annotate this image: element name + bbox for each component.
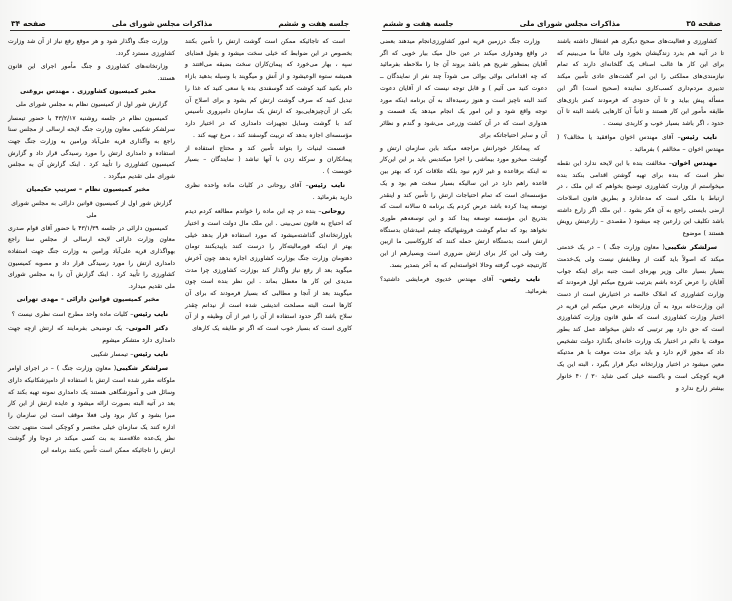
running-header-page-35	[380, 14, 724, 30]
speech-block	[185, 179, 352, 203]
paragraph: کشاورزی و فعالیت‌های صحیح دیگری هم اشتغال داشته باشند تا در آتیه هم بدرد زندگیشان بخورد ولی غالباً ما می‌بینیم که برای این کار ها غالب اصناف یک گلخانه‌ای دارند که تمام نیازمندی‌های مملکتی را این امر گشت‌های عادی تأمین میکند تدبیری مردم‌داری کسب‌کاری نماینده (صحیح است) اگر این مسأله پیش بیاید و تا آن حدودی که فرمودند کمتر بازی‌های طایفه مأمور این کار هستند و ثانیاً آن کارهایی باشند البته تا آن حدود ، اگر باشد بسیار خوب و کاربدی نیست .	[557, 38, 724, 127]
speech-text: – آقای مهندس اخوان موافقید یا مخالف؟ ( مهندس اخوان – مخالفم ) بفرمائید .	[557, 134, 724, 153]
col-l1-body	[557, 36, 724, 394]
speech-block	[380, 273, 547, 297]
report-heading: گزارش شور اول از کمیسیون نظام به مجلس شورای ملی	[15, 101, 168, 109]
column-left-outer	[557, 36, 724, 584]
speech-text: ( معاون وزارت جنگ ) – در یک خدمتی میکند که اصولاً باید گفت از وظایفش نیست ولی یک‌خدمت بسیار بسیار عالی وزیر بهره‌ای است جنبه برای اینکه جواب آقایان را عرض کرده باشم بترتیب شروع میکنم اول فرمودند که وزارت کشاورزی که املاک خالصه در اختیارش است از دست این وزارت‌خانه برود به آن وزارتخانه عرض میکنم این قریه در اختیار وزارت کشاورزی است که طبق قانون وزارت کشاورزی است که حق دارد بهر ترتیبی که دلش میخواهد عمل کند بطور موقت یا دائم در اختیار یک وزارت خانه‌ای بگذارد دولت تشخیص داد که مجوز لازم دارد و باید برای مدت موقت با هر مدتیکه معین میشود در اختیار وزارتخانه دیگر قرار بگیرد ، البته این یک قریه کوچکی است و باکسنه خیلی کمی شاید ۳۰ / ۴۰ خانوار بیشتر زارع ندارد و	[557, 244, 724, 392]
committee-reporter-heading: مخبر کمیسیون قوانین دارائی - مهدی تهرانی	[16, 296, 160, 304]
page-35	[366, 0, 732, 601]
session-label: جلسه هفت و ششم	[278, 19, 349, 28]
publication-title: مذاکرات مجلس شورای ملی	[519, 19, 621, 28]
speaker-label: نایب رئیس	[502, 274, 540, 283]
header-rule	[382, 30, 722, 31]
speech-block	[8, 348, 175, 361]
speaker-label: نایب رئیس	[308, 181, 345, 190]
speech-text: – مخالفت بنده با این لایحه ندارد این نقطه نظر است که بنده برای تهیه گوشتن اقدامی بنکند بنده میخواستم از وزارت کشاورزی توضیح بخواهم که این ملک ، در ارتباط با ملکی است که مدعادارد و بطریق قانون اصلاحات ارضی بایستی راجع به آن فکر بشود . این ملک اگر زارع داشته باشد تکلیف این زارعین چه میشود ( مقصدی – زارعینش رویش هستند ) موضوع	[557, 159, 724, 238]
committee-reporter-heading: مخبر کمیسیون کشاورزی . مهندس بروغنی	[20, 87, 156, 95]
speaker-label: دکتر الموتی	[128, 324, 168, 333]
column-left-inner	[380, 36, 547, 584]
speech-block	[8, 362, 175, 457]
report-heading: گزارش شور اول از کمیسیون قوانین دارائی به مجلس شورای ملی	[11, 199, 172, 219]
paragraph: وزارت جنگ درزمین قریه امور کشاورزی‌انجام میدهند بعضی در واقع وهدواری میکند در عین حال میک بیار خوبی که اگر آقایان بمنظور تفریح هم باشد بروند آن جا را ملاحظه بفرمائید که چه اقداماتی بوائی بوائی می شودآ چند نفر از نمایندگان ــ دعوت کنید می آئیم ) و قابل توجه نیست که از آقایان دعوت کنند البته ناچیز است و هنوز رسیده‌الد به آن برنامه اینکه مورد توجه واقع شود و این امور یک انجام میدهد یک قسمت و هدواری است که در آن کشت وزرعی می‌شود و گندم و نظائر آن و سایر احتیاجاتکه برای	[380, 38, 547, 139]
speaker-label: مهندس اخوان	[671, 158, 718, 167]
paragraph: وزارت جنگ واگذار شود و هر موقع رفع نیاز از آن شد وزارت کشاورزی مسترد گردد.	[8, 38, 175, 57]
committee-reporter-heading: مخبر کمیسیون نظام – سرتیپ حکیمیان	[26, 186, 150, 194]
paragraph: کمیسیون نظام در جلسه روشنبه ۴۳/۲/۱۷ با حضور تیمسار سرلشکر شکیبی معاون وزارت جنگ لایحه ارسالی از مجلس سنا راجع به واگذاری قریه علی‌آباد ورامین به وزارت جنگ جهت استفاده و دامداری ارتش را مورد رسیدگی قرار داد و گزارش کمیسیون کشاورزی را تأیید کرد . اینک گزارش آن به مجلس شورای ملی تقدیم میگردد .	[8, 114, 175, 181]
paragraph: است که تاجائیکه ممکن است گوشت ارتش را تأمین بکنند بخصوص در این ضوابط که خیلی سخت میشود و بقول قضایای سپه ، بهار می‌خورد که پیمان‌کاران سخت بضیقه می‌افتند و همیشه ستوه الوعیشود و از آنش و میگویند با وسیله بدهید بازاء دام بکنید کنید کوشت کند گوسفندی بده یا سعی کنید که غذا را تبدیل کنید که صرف گوشت ارتش کم بشود و برای اصلاح آن بکی از آن‌چیزهایی‌بود که ارتش یک سازمان دامپروری تأسیس کند با گوشت وسایل تجهیزات دامداری که در اختیار دارد مؤسسه‌ای اجازه بدهد که تربیت گوسفند کند ، مرغ تهیه کند .	[185, 38, 352, 139]
speaker-label: نایب رئیس	[680, 133, 717, 142]
speech-block	[557, 157, 724, 240]
speaker-label: سرلشکر شکیبی	[116, 364, 168, 373]
session-label: جلسه هفت و ششم	[383, 19, 454, 28]
column-right-inner	[185, 36, 352, 584]
page-number-label: صفحه ۳۴	[11, 19, 46, 28]
speech-text: – آقای روحانی در کلیات ماده واحده نظری دارید بفرمائید .	[185, 182, 352, 202]
col-r1-body	[8, 36, 175, 457]
header-rule	[10, 30, 350, 31]
speaker-label: نایب رئیس	[133, 309, 168, 318]
speech-text: – کلیات ماده واحد مطرح است نظری نیست ؟	[11, 310, 134, 318]
paragraph: کمیسیون دارائی در جلسه ۴۳/۱/۳۹ با حضور آقای قوام صدری معاون وزارت دارائی لایحه ارسالی از مجلس سنا راجع بهواگذاری قریه علی‌آباد ورامین به وزارت جنگ جهت استفاده دامداری ارتش را مورد رسیدگی قرار داد و مصوبه کمیسیون کشاورزی را تأیید کرد . اینک گزارش آن را به مجلس شورای ملی تقدیم میدارد.	[8, 224, 175, 291]
speech-text: – یک توضیحی بفرمایند که ارتش ازچه جهت دامداری دارد متشکر میشوم	[8, 325, 175, 344]
speaker-label: روحانی	[321, 207, 345, 216]
column-right-outer	[8, 36, 175, 584]
speech-block	[8, 308, 175, 321]
speech-text: ( معاون وزارت جنگ ) – در اجرای اوامر ملوکانه مقرر شده است ارتش با استفاده از دامپزشکانیکه دارای وسائل فنی و آموزشگاهی هستند یک دامداری نمونه تهیه بکند که بعد در آتیه البته بصورت ارائه میشود و عایده ارتش از این کار مبرا بشود و کنار برود ولی فعلا موقف است این سازمان را اداره کنند یک سازمان خیلی مختصر و کوچکی است منتهی تحت نظر یک‌عده علاقه‌مند به ‌بت کسی میکند در دوجا واز گوشت ارتش را تاجائیکه ممکن است تأمین بکنند برنامه این	[8, 365, 175, 454]
paragraph: وزارتخانه‌های کشاورزی و جنگ مأمور اجرای این قانون هستند.	[8, 62, 175, 82]
running-header-page-34	[8, 14, 352, 30]
page-number-label: صفحه ۳۵	[686, 19, 721, 28]
speech-text: – تیمسار شکیبی	[90, 350, 134, 358]
text-columns-page-34	[8, 36, 352, 584]
speech-block	[557, 241, 724, 394]
speech-block	[557, 131, 724, 155]
col-l2-body	[380, 36, 547, 297]
text-columns-page-35	[380, 36, 724, 584]
speech-text: – آقای مهندس خدیوی فرمایشی داشتید؟ بفرمائید.	[380, 275, 547, 295]
publication-title: مذاکرات مجلس شورای ملی	[111, 19, 213, 28]
paragraph: قسمت لبنیات را بتواند تأمین کند و محتاج استفاده از پیمانکاران و سرکله زدن با آنها نباشد ( نمایندگان – بسیار خوبست ) .	[185, 144, 352, 176]
speaker-label: سرلشکر شکیبی	[664, 243, 717, 252]
paragraph: که پیمانکار خودرانش مراجعه میکند باین سازمان ارتش و گوشت مبخرو مورد بیماشی را اجرا میکندبس باید بر این این‌کار نه اینکه برقاعده و غیر لازم نبود بلکه علاقات کرد که بهتر بین قاعده راهم دارد در این سالیکه بسیار سخت هم بود و یک مؤسسه‌ای‌ است که تمام احتیاجات ارتش را تأمین کند و اینقدر توسعه پیدا کرده باشد عرض کردم یک برنامه ۵ سالانه است که بتدریج این مؤسسه توسعه پیدا کند و این توسعه‌هم طوری نخواهد بود که تمام گوشت فروشهائیکه چشم امیدشان بدستگاه ارتش است بدستگاه ارتش حمله کنند که کاروکاسبی ما ازبین رفت ولی این کار برای ارتش ضروری است وبسیارهم از این کارنتیجه خوب گرفته وحالا اخواسته‌ایم که به آخر بتمدیر بسد.	[380, 144, 547, 269]
speaker-label: نایب رئیس	[133, 349, 168, 358]
speech-block	[8, 322, 175, 346]
speech-text: – بنده در چه این ماده را خواندم مطالعه کردم دیدم که احتیاج به قانون نمی‌بینی . این ملک مال دولت است و اختیار باوزارتخانه‌ای گذاشته‌میشود که مورد استفاده قرار بدهد خیلی بهتر از اینکه قورمالیته‌کار را درست کنند باپیدیکنند تومان دهتومان وزارت جنگ بوزارت کشاورزی اجاره بدهد چون آخرش میگوید بعد از رفع نیاز واگذار کند بوزارت کشاورزی چرا مدت مدیدی این کار ها معطل بماند . این نظر بنده است چون میگویند بعد از آنجا و مطالبی که بسیار فرمودند که برای آن کارها است البته مصلحت اندیشی شده است از نیدانم چقدر سلاح باشد اگر حدود استفاده از آن را غیر از آن وظیفه و از آن کاوری است که بسیار خوب است که اگر تو طایفه یک کارهای	[185, 208, 352, 333]
col-r2-body	[185, 36, 352, 335]
speech-block	[185, 205, 352, 335]
